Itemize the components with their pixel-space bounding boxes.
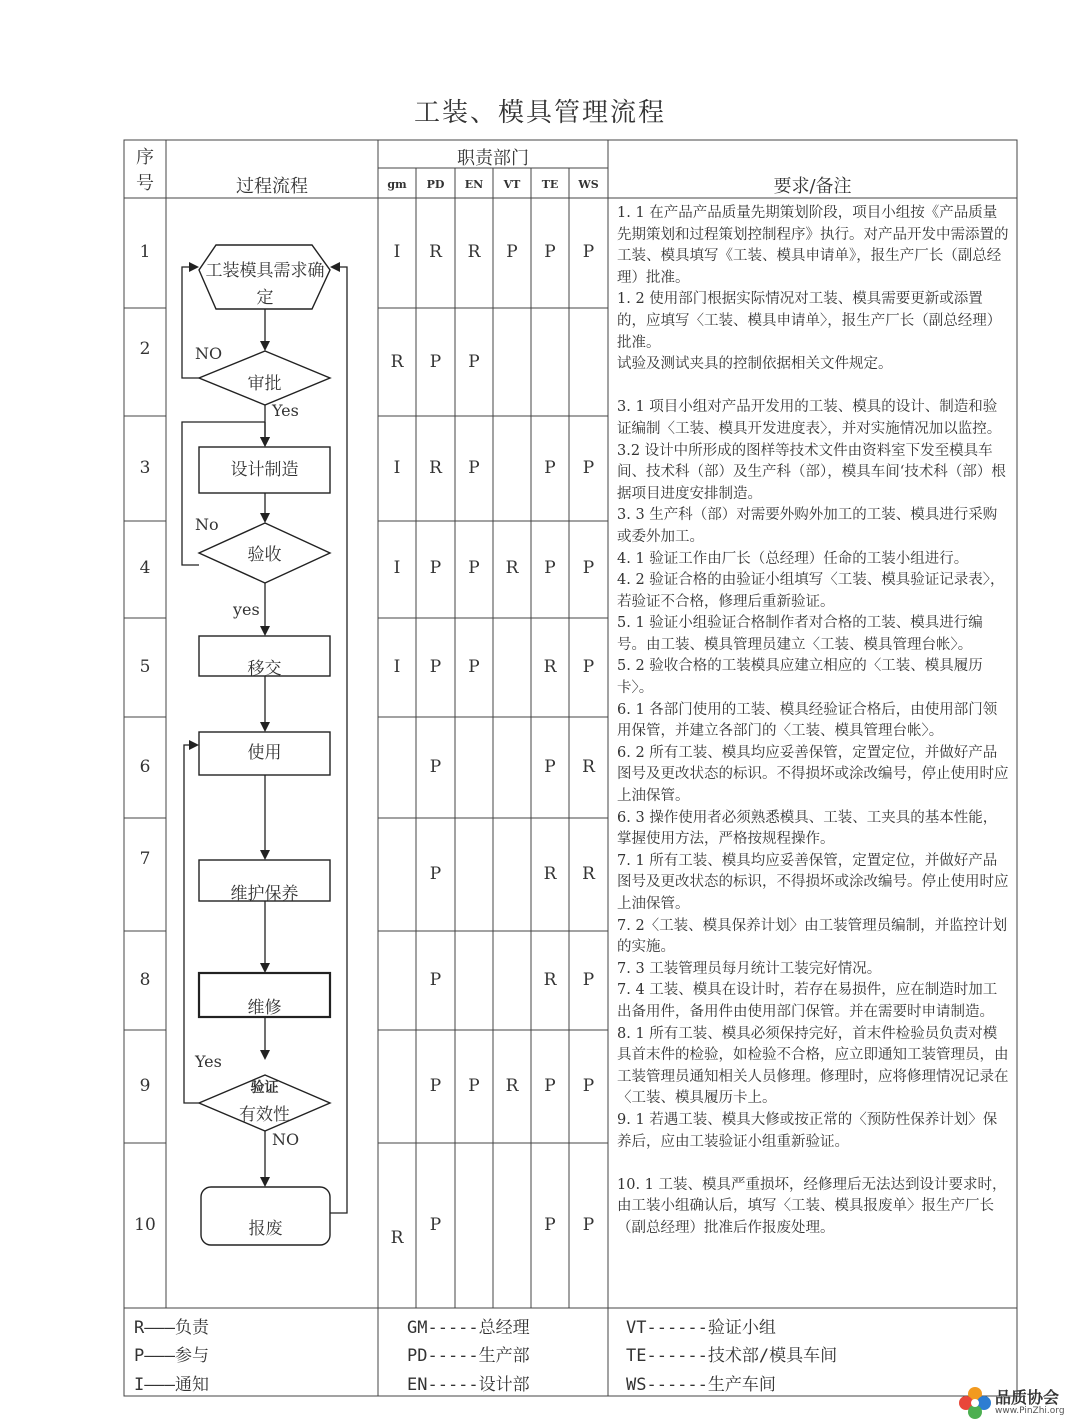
- responsibility-cell: R: [543, 657, 557, 677]
- responsibility-cell: P: [468, 558, 480, 578]
- responsibility-cell: R: [505, 558, 519, 578]
- header-remarks: 要求/备注: [773, 176, 852, 197]
- legend-item: TE------技术部/模具车间: [626, 1346, 838, 1366]
- flow-design-label: 设计制造: [230, 460, 299, 480]
- requirement-paragraph: 6. 2 所有工装、模具均应妥善保管，定置定位，并做好产品图号及更改状态的标识。不得损坏或涂改编号，停止使用时应上油保管。: [617, 744, 1009, 805]
- responsibility-cell: P: [429, 558, 442, 578]
- row-number: 7: [139, 849, 151, 869]
- requirement-paragraph: 3. 3 生产科（部）对需要外购外加工的工装、模具进行采购或委外加工。: [617, 507, 998, 545]
- responsibility-cell: R: [390, 1228, 404, 1248]
- requirement-paragraph: [617, 376, 1009, 398]
- responsibility-cell: P: [544, 458, 556, 478]
- legend-item: WS------生产车间: [626, 1375, 776, 1395]
- requirement-paragraph: 5. 2 验收合格的工装模具应建立相应的〈工装、模具履历卡〉。: [617, 658, 983, 697]
- row-number: 2: [139, 339, 151, 359]
- responsibility-cell: R: [582, 864, 595, 884]
- responsibility-cell: P: [429, 352, 442, 372]
- responsibility-cell: P: [429, 864, 442, 884]
- legend-item: R———负责: [134, 1318, 209, 1338]
- legend-item: I———通知: [134, 1375, 209, 1395]
- requirement-paragraph: 7. 1 所有工装、模具均应妥善保管，定置定位，并做好产品图号及更改状态的标识，不得损坏或涂改编号。停止使用时应上油保管。: [617, 852, 1009, 912]
- requirements-text: [617, 203, 1009, 1240]
- responsibility-cell: I: [393, 458, 401, 478]
- row-number: 5: [139, 657, 151, 677]
- legend-item: P———参与: [134, 1346, 209, 1366]
- responsibility-cell: R: [505, 1076, 519, 1096]
- flow-label-yes-1: Yes: [272, 401, 299, 420]
- requirement-paragraph: 6. 3 操作使用者必须熟悉模具、工装、工夹具的基本性能，掌握使用方法，严格按规程操作。: [617, 809, 998, 848]
- flow-label-yes-3: Yes: [195, 1052, 222, 1071]
- flow-scrap-label: 报废: [248, 1219, 283, 1239]
- header-dept: 职责部门: [457, 148, 529, 169]
- requirement-paragraph: 9. 1 若遇工装、模具大修或按正常的〈预防性保养计划〉保养后，应由工装验证小组重新验证。: [617, 1111, 998, 1150]
- requirement-paragraph: 6. 1 各部门使用的工装、模具经验证合格后，由使用部门领用保管，并建立各部门的〈工装、模具管理台帐〉。: [617, 701, 998, 740]
- header-seq: [124, 145, 166, 197]
- responsibility-cell: I: [393, 558, 401, 578]
- responsibility-cell: P: [582, 558, 595, 578]
- legend-item: GM-----总经理: [407, 1318, 530, 1338]
- requirement-paragraph: 3.2 设计中所形成的图样等技术文件由资料室下发至模具车间、技术科（部）及生产科（部），模具车间‘技术科（部）根据项目进度安排制造。: [617, 442, 1006, 502]
- responsibility-cell: P: [429, 757, 442, 777]
- responsibility-cell: P: [582, 970, 595, 990]
- watermark: [955, 1383, 1080, 1423]
- flow-label-no-1: NO: [195, 344, 223, 363]
- responsibility-cell: P: [544, 1076, 556, 1096]
- flow-verify-label-2: 有效性: [239, 1105, 290, 1125]
- row-number: 1: [139, 242, 151, 262]
- requirement-paragraph: 试验及测试夹具的控制依据相关文件规定。: [617, 356, 893, 373]
- header-dept-pd: PD: [426, 178, 445, 191]
- responsibility-cell: P: [468, 458, 480, 478]
- responsibility-cell: P: [544, 1215, 556, 1235]
- responsibility-cell: I: [393, 657, 401, 677]
- header-dept-gm: gm: [387, 178, 407, 191]
- legend-item: PD-----生产部: [407, 1346, 530, 1366]
- responsibility-cell: P: [582, 458, 595, 478]
- row-number: 3: [139, 458, 151, 478]
- flow-label-yes-2: yes: [233, 600, 260, 619]
- responsibility-cell: R: [429, 242, 442, 262]
- responsibility-cell: P: [468, 657, 480, 677]
- requirement-paragraph: 4. 2 验证合格的由验证小组填写〈工装、模具验证记录表〉，若验证不合格，修理后重新验证。: [617, 572, 1005, 610]
- row-number: 10: [134, 1215, 156, 1235]
- legend-item: EN-----设计部: [407, 1375, 530, 1395]
- requirement-paragraph: 1. 2 使用部门根据实际情况对工装、模具需要更新或添置的，应填写〈工装、模具申请单〉，报生产厂长（副总经理）批准。: [617, 291, 1002, 351]
- header-seq-text: 序号: [136, 147, 154, 194]
- row-number: 6: [139, 757, 151, 777]
- responsibility-cell: R: [390, 352, 404, 372]
- flower-logo-icon: [955, 1383, 995, 1423]
- responsibility-cell: P: [429, 1076, 442, 1096]
- responsibility-cell: P: [544, 242, 556, 262]
- responsibility-cell: P: [468, 352, 480, 372]
- flow-transfer-label: 移交: [247, 659, 282, 679]
- requirement-paragraph: 3. 1 项目小组对产品开发用的工装、模具的设计、制造和验证编制〈工装、模具开发进度表〉，并对实施情况加以监控。: [617, 399, 1002, 437]
- flow-label-no-2: No: [195, 515, 219, 534]
- responsibility-cell: P: [468, 1076, 480, 1096]
- responsibility-cell: I: [393, 242, 401, 262]
- responsibility-cell: P: [582, 1076, 595, 1096]
- header-dept-te: TE: [541, 178, 559, 191]
- flow-maintain-label: 维护保养: [230, 884, 299, 904]
- flow-start-text: 工装模具需求确定: [205, 261, 325, 308]
- requirement-paragraph: 7. 3 工装管理员每月统计工装完好情况。: [617, 960, 882, 977]
- responsibility-cell: P: [544, 757, 556, 777]
- watermark-url: www.PinZhi.org: [995, 1406, 1065, 1416]
- header-process: 过程流程: [236, 176, 308, 197]
- requirement-paragraph: 1. 1 在产品产品质量先期策划阶段，项目小组按《产品质量先期策划和过程策划控制程序》执行。对产品开发中需添置的工装、模具填写《工装、模具申请单》，报生产厂长（副总经理）批准。: [617, 205, 1009, 286]
- responsibility-cell: P: [429, 1215, 442, 1235]
- watermark-name: 品质协会: [995, 1388, 1060, 1407]
- flow-approve-label: 审批: [247, 374, 282, 394]
- requirement-paragraph: 7. 2〈工装、模具保养计划〉由工装管理员编制，并监控计划的实施。: [617, 917, 1008, 956]
- flow-verify-label-1: 验证: [250, 1080, 279, 1096]
- row-number: 8: [139, 970, 151, 990]
- responsibility-cell: P: [429, 970, 442, 990]
- row-number: 4: [139, 558, 151, 578]
- responsibility-cell: R: [543, 864, 557, 884]
- requirement-paragraph: 4. 1 验证工作由厂长（总经理）任命的工装小组进行。: [617, 550, 969, 567]
- flow-start-label: [200, 258, 330, 312]
- responsibility-cell: R: [582, 757, 595, 777]
- header-dept-en: EN: [464, 178, 484, 191]
- flow-repair-label: 维修: [247, 998, 282, 1018]
- header-dept-ws: WS: [578, 178, 599, 191]
- page-title: 工装、模具管理流程: [413, 98, 666, 128]
- row-number: 9: [139, 1076, 151, 1096]
- responsibility-cell: P: [506, 242, 518, 262]
- responsibility-cell: R: [429, 458, 442, 478]
- requirement-paragraph: 7. 4 工装、模具在设计时，若存在易损件，应在制造时加工出备用件，备用件由使用部门保管。并在需要时申请制造。: [617, 982, 998, 1020]
- flow-label-no-3: NO: [272, 1130, 300, 1149]
- responsibility-cell: P: [429, 657, 442, 677]
- flow-accept-label: 验收: [247, 545, 282, 565]
- responsibility-cell: R: [543, 970, 557, 990]
- requirement-paragraph: 5. 1 验证小组验证合格制作者对合格的工装、模具进行编号。由工装、模具管理员建立〈工装、模具管理台帐〉。: [617, 615, 983, 653]
- responsibility-cell: P: [582, 1215, 595, 1235]
- responsibility-cell: R: [467, 242, 481, 262]
- responsibility-cell: P: [582, 242, 595, 262]
- legend-item: VT------验证小组: [626, 1318, 776, 1338]
- requirement-paragraph: 10. 1 工装、模具严重损坏，经修理后无法达到设计要求时，由工装小组确认后，填写〈工装、模具报废单〉报生产厂长（副总经理）批准后作报废处理。: [617, 1176, 1007, 1236]
- flow-use-label: 使用: [247, 743, 282, 763]
- requirement-paragraph: [617, 1153, 1009, 1175]
- responsibility-cell: P: [582, 657, 595, 677]
- responsibility-cell: P: [544, 558, 556, 578]
- header-dept-vt: VT: [503, 178, 521, 191]
- requirement-paragraph: 8. 1 所有工装、模具必须保持完好，首末件检验员负责对模具首末件的检验，如检验不合格，应立即通知工装管理员，由工装管理员通知相关人员修理。修理时，应将修理情况记录在〈工装、模具履历卡上。: [617, 1025, 1009, 1107]
